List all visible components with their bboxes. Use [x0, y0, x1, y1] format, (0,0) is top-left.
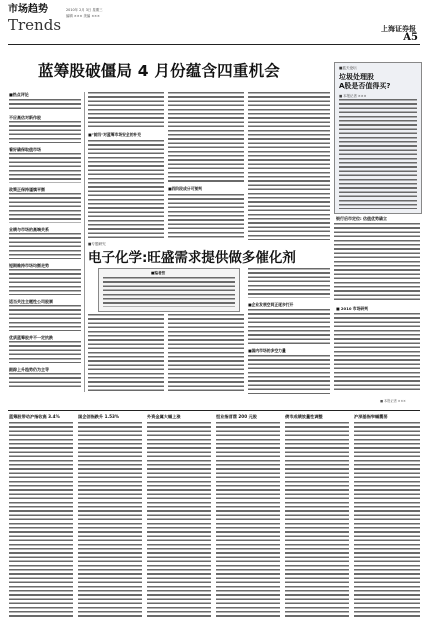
bottom-column [354, 414, 420, 619]
feature-subhead: ■企业发展空间正逐步打开 [248, 302, 294, 307]
bottom-column-title: 蓝筹股带动沪指收高 3.4% [9, 414, 60, 419]
left-text-block [9, 193, 81, 223]
left-text-block [9, 233, 81, 259]
bottom-column-title: 债市成绩放量性调整 [285, 414, 323, 419]
feature-section-label: ■专题研究 [88, 242, 106, 246]
left-text-block [9, 305, 81, 331]
mid-text-block [88, 92, 164, 128]
feature-subhead: ■国内市场的多空力量 [248, 348, 286, 353]
feature-intro-text [103, 277, 235, 307]
left-item-title: 不应高估对新作股 [9, 115, 41, 120]
feature-intro-label: ■编者按 [151, 271, 166, 275]
left-text-block [9, 99, 81, 111]
right-subhead: ■四阶段成分可预判 [168, 186, 202, 191]
feature-text-block [88, 314, 164, 394]
bottom-text-block [354, 422, 420, 617]
masthead-rule [8, 44, 420, 45]
left-text-block [9, 341, 81, 363]
section-title-en: Trends [8, 16, 62, 34]
editor-line: 编辑 ××× 美编 ××× [66, 14, 100, 18]
bottom-column-title: 国企创指跌升 1.53% [78, 414, 120, 419]
bottom-column [9, 414, 73, 619]
left-text-block [9, 269, 81, 295]
mid-subhead: ■"前四"对蓝筹市场安全的补充 [88, 132, 142, 137]
left-item-title: 短期维持市场均衡走势 [9, 263, 49, 268]
left-text-block [9, 121, 81, 143]
mid-text-block [88, 140, 164, 240]
page-number: A5 [403, 32, 418, 43]
sidebar-text-block [334, 223, 420, 303]
feature-intro-box [98, 268, 240, 312]
left-text-block [9, 153, 81, 183]
bottom-column [147, 414, 211, 619]
sidebar-box-label: ■蓝天论坛 [339, 66, 357, 70]
bottom-text-block [9, 422, 73, 617]
left-item-title: 看好确保取值市场 [9, 147, 41, 152]
bottom-column [285, 414, 349, 619]
sidebar-headline: A股是否值得买? [339, 82, 391, 90]
sidebar-byline: ■ 本报记者 ××× [380, 399, 406, 403]
left-text-block [9, 373, 81, 387]
bottom-text-block [78, 422, 142, 617]
left-section-label: ■热点评论 [9, 92, 29, 97]
bottom-text-block [216, 422, 280, 617]
bottom-column [216, 414, 280, 619]
feature-text-block [248, 355, 330, 394]
feature-text-block [168, 314, 244, 394]
left-item-title: 优质蓝筹股并不一定抗跌 [9, 335, 53, 340]
date-line: 2010年 2月 3日 星期三 [66, 8, 103, 12]
bottom-strip-rule [8, 410, 420, 411]
left-item-title: 适当关注主题性公司股票 [9, 299, 53, 304]
sidebar-headline: 垃圾处理股 [339, 73, 374, 81]
bottom-column [78, 414, 142, 619]
main-headline: 蓝筹股破僵局 4 月份蕴含四重机会 [38, 62, 280, 80]
section-title: 市场趋势 [8, 4, 48, 15]
left-item-title: 业绩与市场的高端关系 [9, 227, 49, 232]
mid-text-block [248, 92, 330, 240]
bottom-column-title: 外资金属大幅上涨 [147, 414, 181, 419]
sidebar-box [334, 62, 422, 214]
left-item-title: 政策正保持谨慎平衡 [9, 187, 45, 192]
left-item-title: 跟踪上升趋势仍为主导 [9, 367, 49, 372]
bottom-column-title: 沪深基指窄幅震荡 [354, 414, 388, 419]
bottom-column-title: 恒业指苜蓿 200 元股 [216, 414, 257, 419]
mid-text-block [168, 92, 244, 182]
bottom-text-block [285, 422, 349, 617]
mid-text-block [168, 194, 244, 240]
paper-name: 上海证券报 [381, 24, 416, 33]
sidebar-subhead: ■ 2010 市场研判 [336, 306, 368, 311]
sidebar-text-block [334, 313, 420, 393]
feature-headline: 电子化学:旺盛需求提供做多催化剂 [88, 250, 296, 266]
sidebar-byline: ■ 本报记者 ××× [339, 94, 367, 98]
sidebar-subhead: 银行后市定位: 估值优势确立 [336, 216, 387, 221]
sidebar-text-block [339, 99, 417, 209]
left-column [9, 92, 81, 388]
column-divider [84, 92, 85, 392]
masthead [8, 4, 420, 44]
feature-text-block [248, 268, 330, 298]
bottom-text-block [147, 422, 211, 617]
feature-text-block [248, 309, 330, 345]
